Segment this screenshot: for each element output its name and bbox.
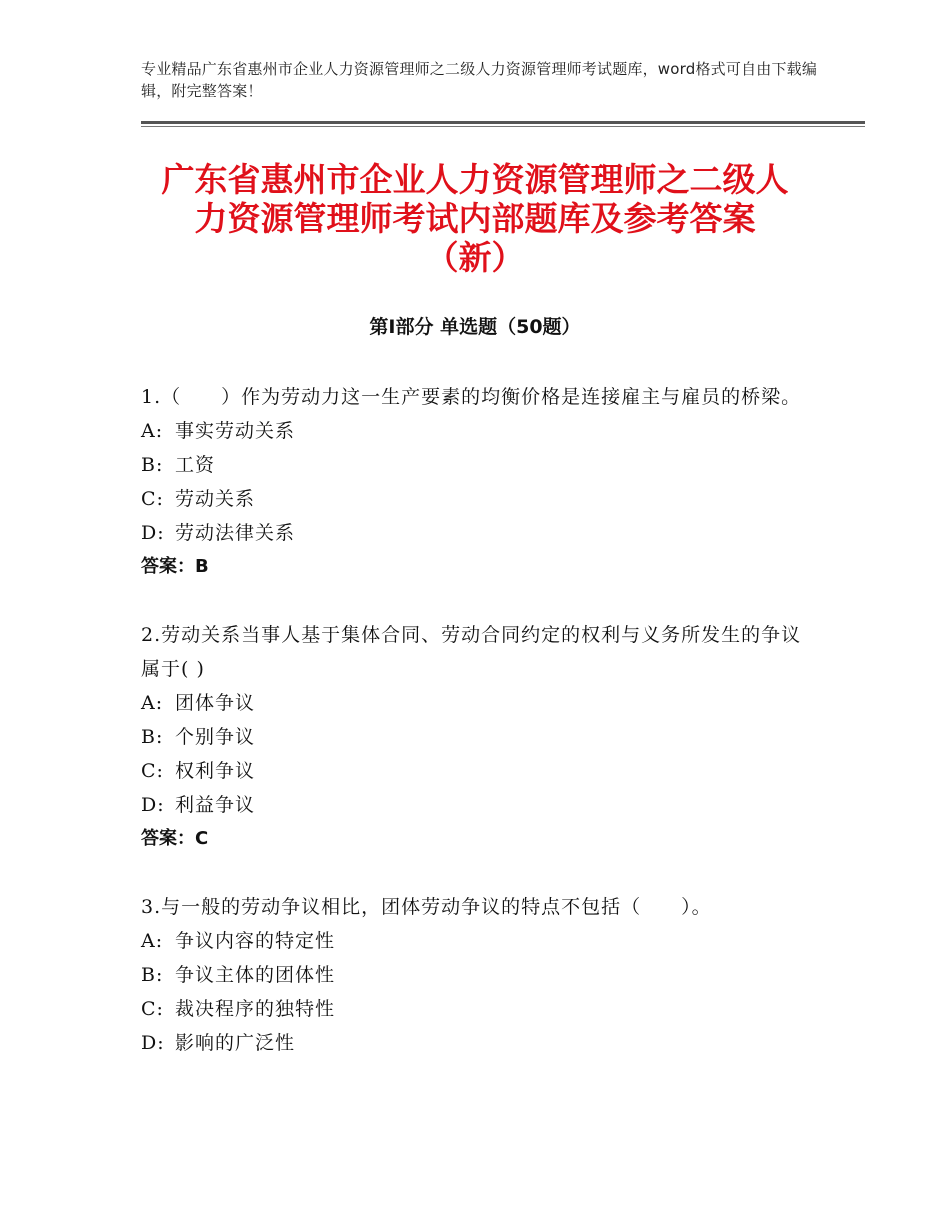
option-a <box>141 924 821 958</box>
option-text: 团体争议 <box>175 692 256 714</box>
answer: 答案：C <box>141 828 209 849</box>
title-line-2: 力资源管理师考试内部题库及参考答案 <box>194 199 756 238</box>
option-text: 争议主体的团体性 <box>175 964 336 986</box>
question-stem: 1.（ ）作为劳动力这一生产要素的均衡价格是连接雇主与雇员的桥梁。 <box>141 386 802 408</box>
question-stem: 3.与一般的劳动争议相比，团体劳动争议的特点不包括（ ）。 <box>141 896 712 918</box>
option-d <box>141 1026 821 1060</box>
question-3 <box>141 890 821 1060</box>
answer: 答案：B <box>141 556 209 577</box>
option-c <box>141 754 821 788</box>
option-b <box>141 958 821 992</box>
option-key: C: <box>141 488 164 510</box>
question-stem: 2.劳动关系当事人基于集体合同、劳动合同约定的权利与义务所发生的争议属于( ) <box>141 624 802 680</box>
option-text: 个别争议 <box>175 726 256 748</box>
option-key: C: <box>141 998 164 1020</box>
option-text: 事实劳动关系 <box>175 420 296 442</box>
option-key: B: <box>141 726 164 748</box>
option-key: A: <box>141 692 164 714</box>
option-text: 裁决程序的独特性 <box>175 998 336 1020</box>
document-title <box>120 160 830 277</box>
option-text: 利益争议 <box>175 794 256 816</box>
title-line-3: （新） <box>425 238 525 277</box>
option-b <box>141 448 821 482</box>
option-text: 影响的广泛性 <box>175 1032 296 1054</box>
option-key: A: <box>141 420 164 442</box>
header-rule-thin <box>141 126 865 127</box>
option-key: A: <box>141 930 164 952</box>
option-key: D: <box>141 794 165 816</box>
option-a <box>141 414 821 448</box>
option-text: 劳动法律关系 <box>175 522 296 544</box>
option-text: 争议内容的特定性 <box>175 930 336 952</box>
header-rule-thick <box>141 121 865 124</box>
option-key: B: <box>141 454 164 476</box>
title-line-1: 广东省惠州市企业人力资源管理师之二级人 <box>161 160 789 199</box>
option-key: B: <box>141 964 164 986</box>
question-2 <box>141 618 821 856</box>
option-c <box>141 482 821 516</box>
option-key: C: <box>141 760 164 782</box>
option-text: 权利争议 <box>175 760 256 782</box>
option-b <box>141 720 821 754</box>
option-d <box>141 788 821 822</box>
option-text: 劳动关系 <box>175 488 256 510</box>
section-title: 第Ⅰ部分 单选题（50题） <box>369 316 581 338</box>
option-text: 工资 <box>175 454 216 476</box>
option-key: D: <box>141 1032 165 1054</box>
header-note: 专业精品广东省惠州市企业人力资源管理师之二级人力资源管理师考试题库，word格式可自由下载编辑，附完整答案！ <box>141 60 818 100</box>
question-1 <box>141 380 821 584</box>
option-key: D: <box>141 522 165 544</box>
option-d <box>141 516 821 550</box>
option-c <box>141 992 821 1026</box>
question-list <box>141 380 821 1094</box>
option-a <box>141 686 821 720</box>
